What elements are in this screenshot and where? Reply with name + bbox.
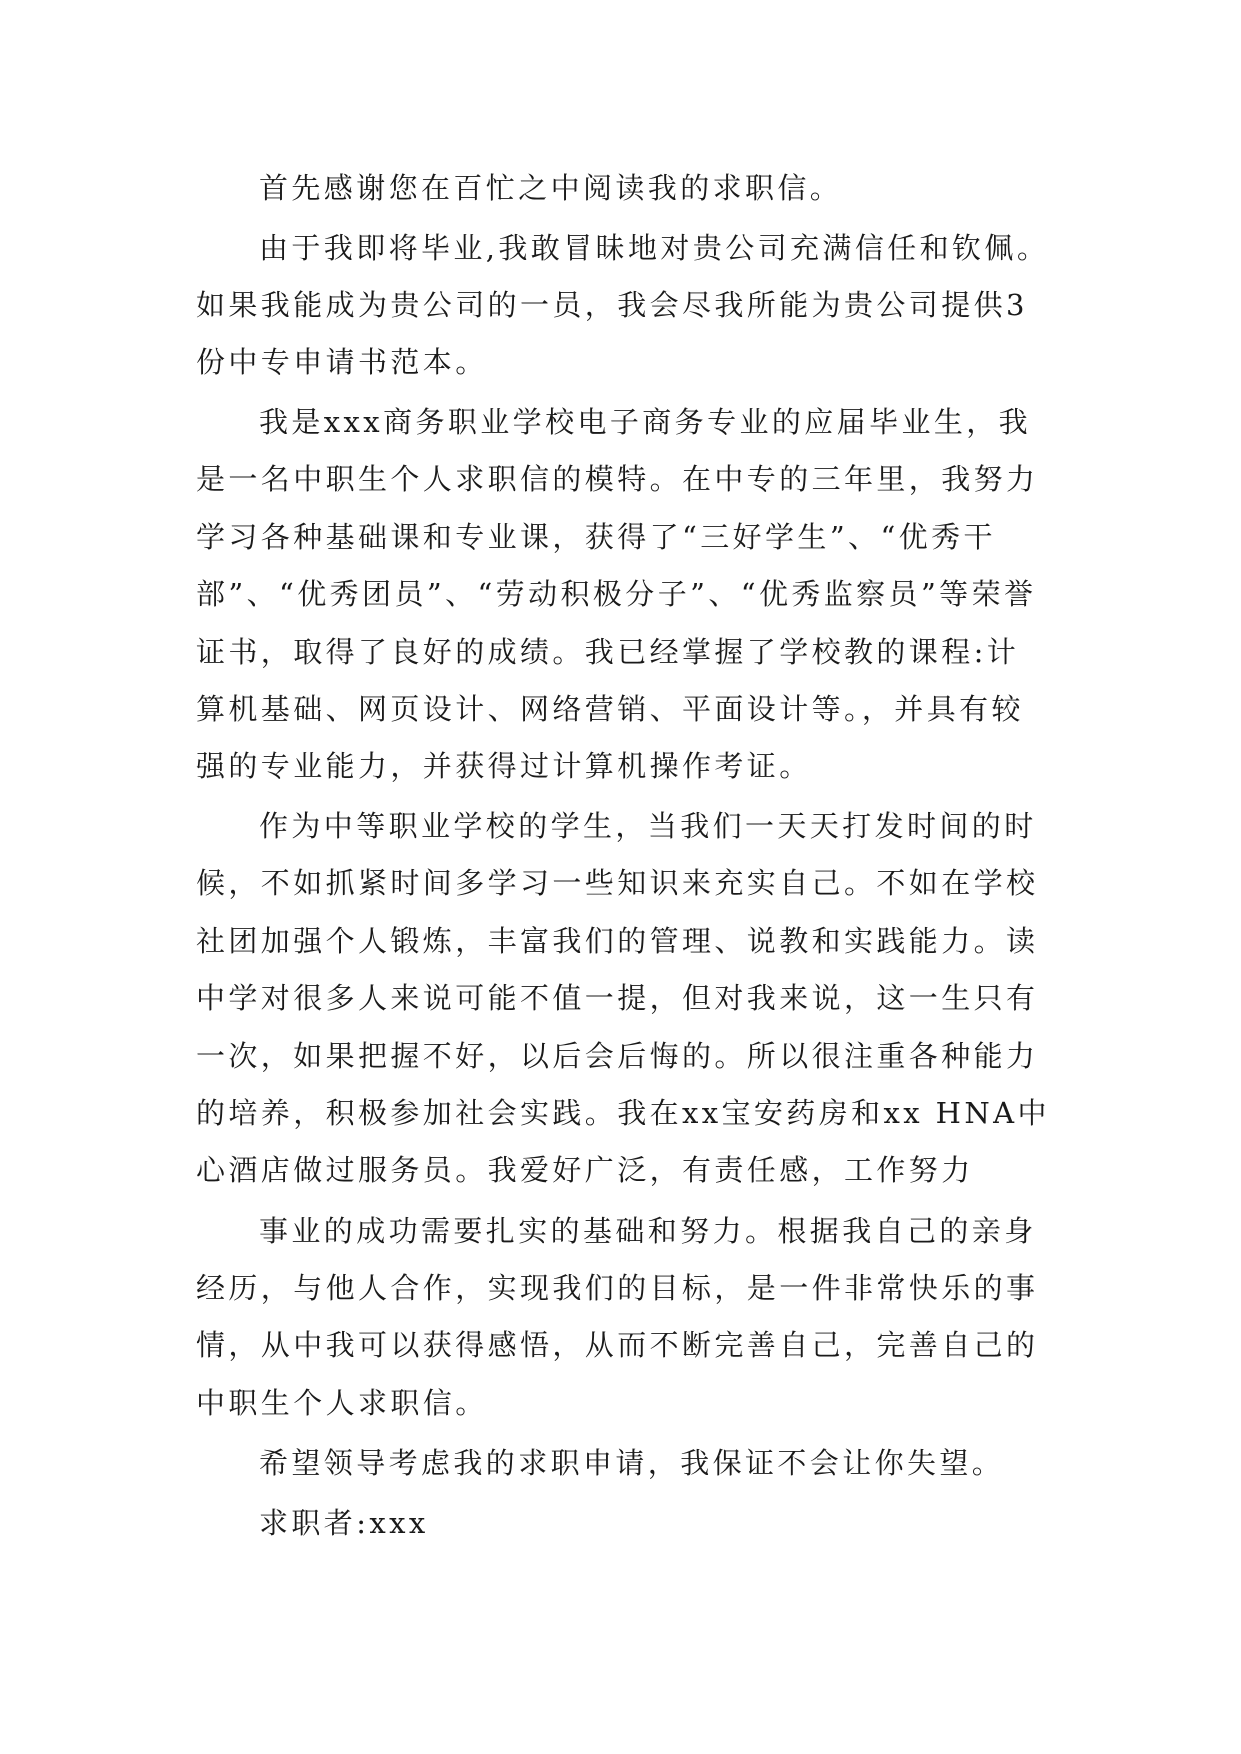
- paragraph-line: 学习各种基础课和专业课，获得了“三好学生”、“优秀干: [196, 520, 996, 554]
- paragraph-line: 事业的成功需要扎实的基础和努力。根据我自己的亲身: [259, 1214, 1037, 1248]
- paragraph-line: 候，不如抓紧时间多学习一些知识来充实自己。不如在学校: [196, 866, 1039, 900]
- paragraph-line: 首先感谢您在百忙之中阅读我的求职信。: [259, 171, 843, 205]
- paragraph-line: 是一名中职生个人求职信的模特。在中专的三年里，我努力: [196, 462, 1039, 496]
- paragraph-line: 一次，如果把握不好，以后会后悔的。所以很注重各种能力: [196, 1039, 1039, 1073]
- paragraph-line: 中学对很多人来说可能不值一提，但对我来说，这一生只有: [196, 981, 1039, 1015]
- paragraph-line: 由于我即将毕业,我敢冒昧地对贵公司充满信任和钦佩。: [259, 231, 1050, 265]
- paragraph-line: 算机基础、网页设计、网络营销、平面设计等。，并具有较: [196, 692, 1024, 726]
- paragraph-line: 情，从中我可以获得感悟，从而不断完善自己，完善自己的: [196, 1328, 1039, 1362]
- paragraph-line: 证书，取得了良好的成绩。我已经掌握了学校教的课程:计: [196, 635, 1020, 669]
- paragraph-line: 中职生个人求职信。: [196, 1386, 488, 1420]
- paragraph-line: 的培养，积极参加社会实践。我在xx宝安药房和xx HNA中: [196, 1096, 1050, 1130]
- paragraph-line: 我是xxx商务职业学校电子商务专业的应届毕业生，我: [259, 405, 1032, 439]
- paragraph-line: 部”、“优秀团员”、“劳动积极分子”、“优秀监察员”等荣誉: [196, 577, 1037, 611]
- signature-line: 求职者:xxx: [259, 1506, 429, 1540]
- paragraph-line: 作为中等职业学校的学生，当我们一天天打发时间的时: [259, 809, 1037, 843]
- paragraph-line: 强的专业能力，并获得过计算机操作考证。: [196, 749, 812, 783]
- paragraph-line: 心酒店做过服务员。我爱好广泛，有责任感，工作努力: [196, 1153, 974, 1187]
- paragraph-line: 如果我能成为贵公司的一员，我会尽我所能为贵公司提供3: [196, 288, 1028, 322]
- paragraph-line: 经历，与他人合作，实现我们的目标，是一件非常快乐的事: [196, 1271, 1039, 1305]
- paragraph-line: 希望领导考虑我的求职申请，我保证不会让你失望。: [259, 1446, 1005, 1480]
- paragraph-line: 社团加强个人锻炼，丰富我们的管理、说教和实践能力。读: [196, 924, 1039, 958]
- paragraph-line: 份中专申请书范本。: [196, 345, 488, 379]
